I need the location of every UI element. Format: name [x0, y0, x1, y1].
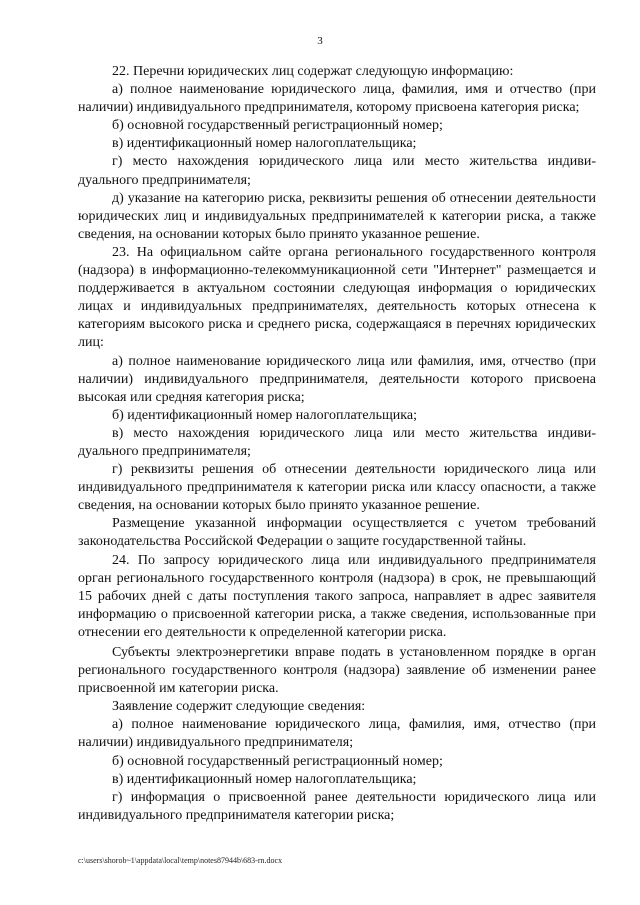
- paragraph: 24. По запросу юридического лица или индивидуального предпринимателя орган регионального государственного контроля (надзора) в срок, не превышающий 15 рабочих дней с даты поступления такого запроса, направляет в адрес заявителя информацию о присвоенной категории риска, а также сведения, использованные при отнесении его деятельности к определенной категории риска.: [78, 552, 596, 640]
- paragraph: в) идентификационный номер налогоплательщика;: [112, 771, 417, 787]
- page-number: 3: [317, 35, 323, 47]
- paragraph: Размещение указанной информации осуществляется с учетом требований законодательства Российской Федерации о защите государственной тайны.: [78, 516, 596, 550]
- paragraph: 22. Перечни юридических лиц содержат следующую информацию:: [112, 64, 514, 79]
- paragraph: г) реквизиты решения об отнесении деятельности юридического лица или индивидуального предпринимателя к категории риска или классу опасности, а также сведения, на основании которых было принято указанное решение.: [78, 462, 596, 514]
- paragraph: а) полное наименование юридического лица или фамилия, имя, отчество (при наличии) индивидуального предпринимателя, деятельности которого присвоена высокая или средняя категория риска;: [78, 353, 596, 405]
- paragraph: 23. На официальном сайте органа регионального государственного контроля (надзора) в информационно-телекоммуникационной сети "Интернет" размещается и поддерживается в актуальном состоянии следующая информация о юридических лицах и индивидуальных предпринимателях, деятельность которых отнесена к категориям высокого риска и среднего риска, содержащаяся в перечнях юридических лиц:: [78, 244, 596, 351]
- paragraph: г) информация о присвоенной ранее деятельности юридического лица или индивидуального предпринимателя категории риска;: [78, 789, 596, 823]
- paragraph: б) основной государственный регистрационный номер;: [112, 753, 443, 769]
- footer-file-path: c:\users\shorob~1\appdata\local\temp\notes87944b\683-rn.docx: [78, 856, 283, 865]
- paragraph: Заявление содержит следующие сведения:: [112, 699, 366, 715]
- paragraph: Субъекты электроэнергетики вправе подать в установленном порядке в орган регионального государственного контроля (надзора) заявление об изменении ранее присвоенной им категории риска.: [78, 645, 596, 697]
- paragraph: г) место нахождения юридического лица или место жительства индивидуального предпринимателя;: [78, 154, 596, 188]
- paragraph: в) место нахождения юридического лица или место жительства индивидуального предпринимателя;: [78, 425, 596, 459]
- paragraph: б) основной государственный регистрационный номер;: [112, 118, 443, 134]
- paragraph: а) полное наименование юридического лица, фамилия, имя и отчество (при наличии) индивидуального предпринимателя, которому присвоена категория риска;: [78, 82, 596, 116]
- document-body: [78, 63, 596, 825]
- paragraph: д) указание на категорию риска, реквизиты решения об отнесении деятельности юридических лиц и индивидуальных предпринимателей к категории риска, а также сведения, на основании которых было принято указанное решение.: [78, 190, 596, 242]
- paragraph: а) полное наименование юридического лица, фамилия, имя, отчество (при наличии) индивидуального предпринимателя;: [78, 717, 596, 751]
- paragraph: б) идентификационный номер налогоплательщика;: [112, 407, 417, 423]
- paragraph: в) идентификационный номер налогоплательщика;: [112, 136, 417, 152]
